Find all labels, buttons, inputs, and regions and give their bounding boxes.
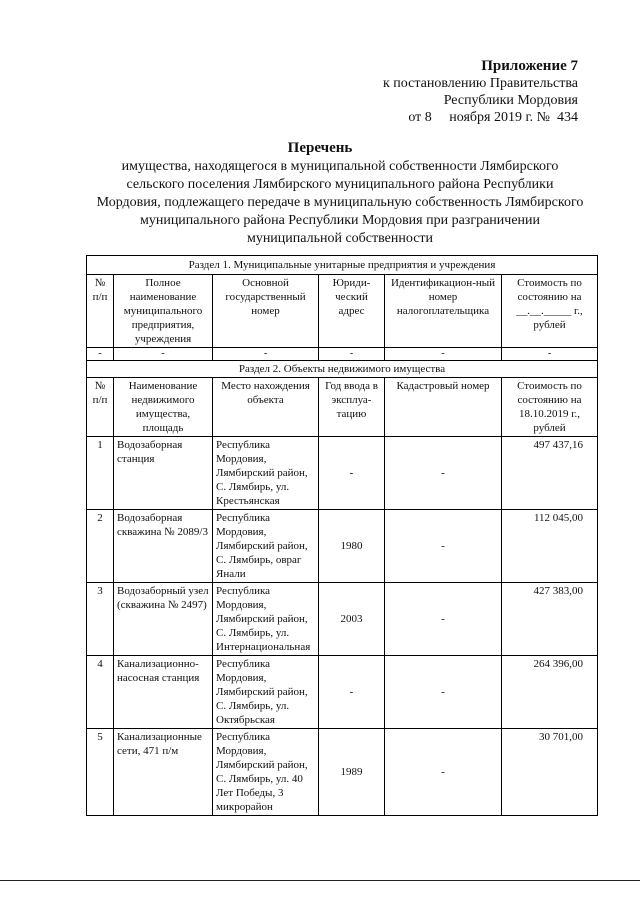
cadastral-number: -: [385, 656, 502, 729]
row-number: 5: [87, 729, 114, 816]
commission-year: 2003: [319, 583, 385, 656]
property-location: Республика Мордовия, Лямбирский район, С. Лямбирь, ул. Крестьянская: [213, 437, 319, 510]
property-location: Республика Мордовия, Лямбирский район, С. Лямбирь, ул. Интернациональная: [213, 583, 319, 656]
page-bottom-rule: [0, 880, 640, 881]
commission-year: 1980: [319, 510, 385, 583]
section-1-header-row: [87, 275, 598, 348]
property-name: Водозаборный узел (скважина № 2497): [114, 583, 213, 656]
header-cell: Полное наименование муниципального предприятия, учреждения: [114, 275, 213, 348]
section-1-title: Раздел 1. Муниципальные унитарные предприятия и учреждения: [87, 256, 598, 275]
table-row: [87, 729, 598, 816]
property-cost: 112 045,00: [502, 510, 598, 583]
empty-cell: -: [319, 348, 385, 361]
empty-cell: -: [502, 348, 598, 361]
cadastral-number: -: [385, 437, 502, 510]
cadastral-number: -: [385, 583, 502, 656]
section-1-empty-row: [87, 348, 598, 361]
property-location: Республика Мордовия, Лямбирский район, С. Лямбирь, ул. Октябрьская: [213, 656, 319, 729]
property-cost: 427 383,00: [502, 583, 598, 656]
property-name: Водозаборная станция: [114, 437, 213, 510]
table-row: [87, 437, 598, 510]
property-location: Республика Мордовия, Лямбирский район, С. Лямбирь, ул. 40 Лет Победы, 3 микрорайон: [213, 729, 319, 816]
header-cell: Год ввода в эксплуа-тацию: [319, 378, 385, 437]
header-cell: Идентификацион-ный номер налогоплательщика: [385, 275, 502, 348]
property-name: Канализационные сети, 471 п/м: [114, 729, 213, 816]
header-cell: Место нахождения объекта: [213, 378, 319, 437]
cadastral-number: -: [385, 729, 502, 816]
header-cell: № п/п: [87, 275, 114, 348]
empty-cell: -: [385, 348, 502, 361]
table-row: [87, 656, 598, 729]
header-cell: Основной государственный номер: [213, 275, 319, 348]
appendix-header: [318, 58, 578, 126]
table-row: [87, 510, 598, 583]
property-name: Канализационно-насосная станция: [114, 656, 213, 729]
property-location: Республика Мордовия, Лямбирский район, С. Лямбирь, овраг Янали: [213, 510, 319, 583]
document-title: Перечень: [287, 140, 353, 156]
header-cell: Стоимость по состоянию на __.__._____ г., рублей: [502, 275, 598, 348]
appendix-number: Приложение 7: [481, 58, 578, 74]
table-row: [87, 583, 598, 656]
property-cost: 497 437,16: [502, 437, 598, 510]
header-cell: № п/п: [87, 378, 114, 437]
header-cell: Кадастровый номер: [385, 378, 502, 437]
property-cost: 30 701,00: [502, 729, 598, 816]
section-2-header-row: [87, 378, 598, 437]
empty-cell: -: [114, 348, 213, 361]
commission-year: 1989: [319, 729, 385, 816]
header-cell: Наименование недвижимого имущества, площадь: [114, 378, 213, 437]
decree-line-1: к постановлению Правительства: [382, 76, 578, 91]
commission-year: -: [319, 656, 385, 729]
header-cell: Юриди-ческий адрес: [319, 275, 385, 348]
row-number: 4: [87, 656, 114, 729]
decree-date-line: от 8 ноября 2019 г. № 434: [408, 110, 578, 125]
row-number: 1: [87, 437, 114, 510]
commission-year: -: [319, 437, 385, 510]
empty-cell: -: [87, 348, 114, 361]
property-name: Водозаборная скважина № 2089/3: [114, 510, 213, 583]
document-subtitle: имущества, находящегося в муниципальной собственности Лямбирского сельского поселения Лямбирского муниципального района Республики Мордовия, подлежащего передаче в муниципальную собственность Лямбирского муниципального района Республики Мордовия при разграничении муниципальной собственности: [96, 159, 584, 246]
header-cell: Стоимость по состоянию на 18.10.2019 г., рублей: [502, 378, 598, 437]
empty-cell: -: [213, 348, 319, 361]
property-cost: 264 396,00: [502, 656, 598, 729]
decree-line-2: Республики Мордовия: [443, 93, 578, 108]
section-2-title: Раздел 2. Объекты недвижимого имущества: [87, 361, 598, 378]
property-table: [86, 255, 598, 816]
row-number: 3: [87, 583, 114, 656]
cadastral-number: -: [385, 510, 502, 583]
row-number: 2: [87, 510, 114, 583]
